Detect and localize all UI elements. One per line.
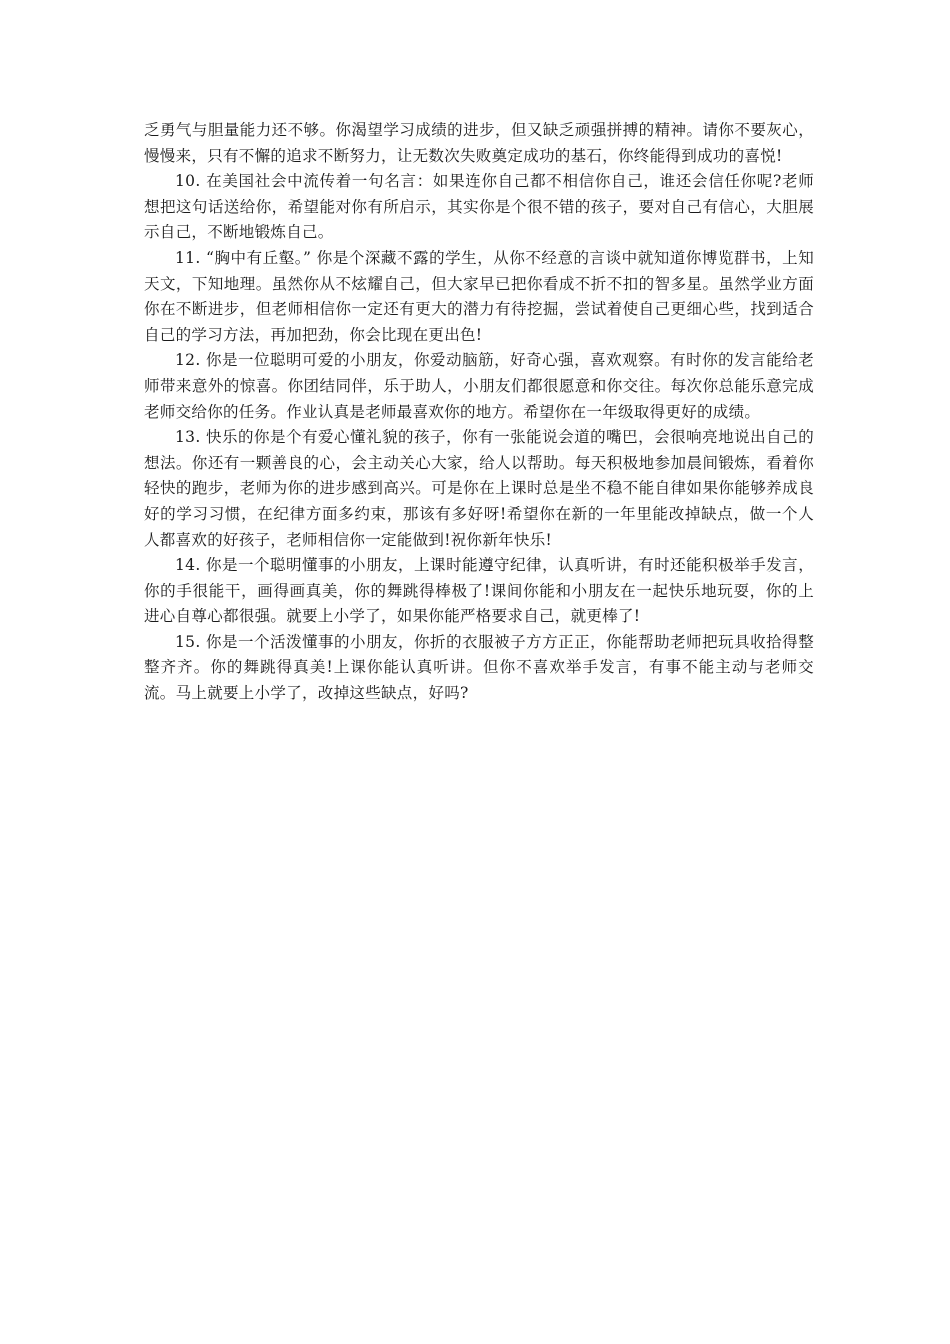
paragraph-item-12: 12. 你是一位聪明可爱的小朋友，你爱动脑筋，好奇心强，喜欢观察。有时你的发言能给老师带来意外的惊喜。你团结同伴，乐于助人，小朋友们都很愿意和你交往。每次你总能乐意完成老师交给你的任务。作业认真是老师最喜欢你的地方。希望你在一年级取得更好的成绩。 (144, 351, 814, 421)
paragraph-item-10: 10. 在美国社会中流传着一句名言：如果连你自己都不相信你自己，谁还会信任你呢?老师想把这句话送给你，希望能对你有所启示，其实你是个很不错的孩子，要对自己有信心，大胆展示自己，不断地锻炼自己。 (144, 172, 814, 242)
paragraph-item-11: 11. “胸中有丘壑。” 你是个深藏不露的学生，从你不经意的言谈中就知道你博览群书，上知天文，下知地理。虽然你从不炫耀自己，但大家早已把你看成不折不扣的智多星。虽然学业方面你在不断进步，但老师相信你一定还有更大的潜力有待挖掘，尝试着使自己更细心些，找到适合自己的学习方法，再加把劲，你会比现在更出色! (144, 248, 814, 344)
paragraph-item-13: 13. 快乐的你是个有爱心懂礼貌的孩子，你有一张能说会道的嘴巴，会很响亮地说出自己的想法。你还有一颗善良的心，会主动关心大家，给人以帮助。每天积极地参加晨间锻炼，看着你轻快的跑步，老师为你的进步感到高兴。可是你在上课时总是坐不稳不能自律如果你能够养成良好的学习习惯，在纪律方面多约束，那该有多好呀!希望你在新的一年里能改掉缺点，做一个人人都喜欢的好孩子，老师相信你一定能做到!祝你新年快乐! (144, 428, 814, 549)
paragraph-item-15: 15. 你是一个活泼懂事的小朋友，你折的衣服被子方方正正，你能帮助老师把玩具收拾得整整齐齐。你的舞跳得真美!上课你能认真听讲。但你不喜欢举手发言，有事不能主动与老师交流。马上就要上小学了，改掉这些缺点，好吗? (144, 632, 814, 703)
paragraph-item-14: 14. 你是一个聪明懂事的小朋友，上课时能遵守纪律，认真听讲，有时还能积极举手发言，你的手很能干，画得画真美，你的舞跳得棒极了!课间你能和小朋友在一起快乐地玩耍，你的上进心自尊心都很强。就要上小学了，如果你能严格要求自己，就更棒了! (144, 556, 814, 626)
paragraph-continued: 乏勇气与胆量能力还不够。你渴望学习成绩的进步，但又缺乏顽强拼搏的精神。请你不要灰心，慢慢来，只有不懈的追求不断努力，让无数次失败奠定成功的基石，你终能得到成功的喜悦! (144, 121, 814, 165)
document-body (144, 118, 814, 707)
